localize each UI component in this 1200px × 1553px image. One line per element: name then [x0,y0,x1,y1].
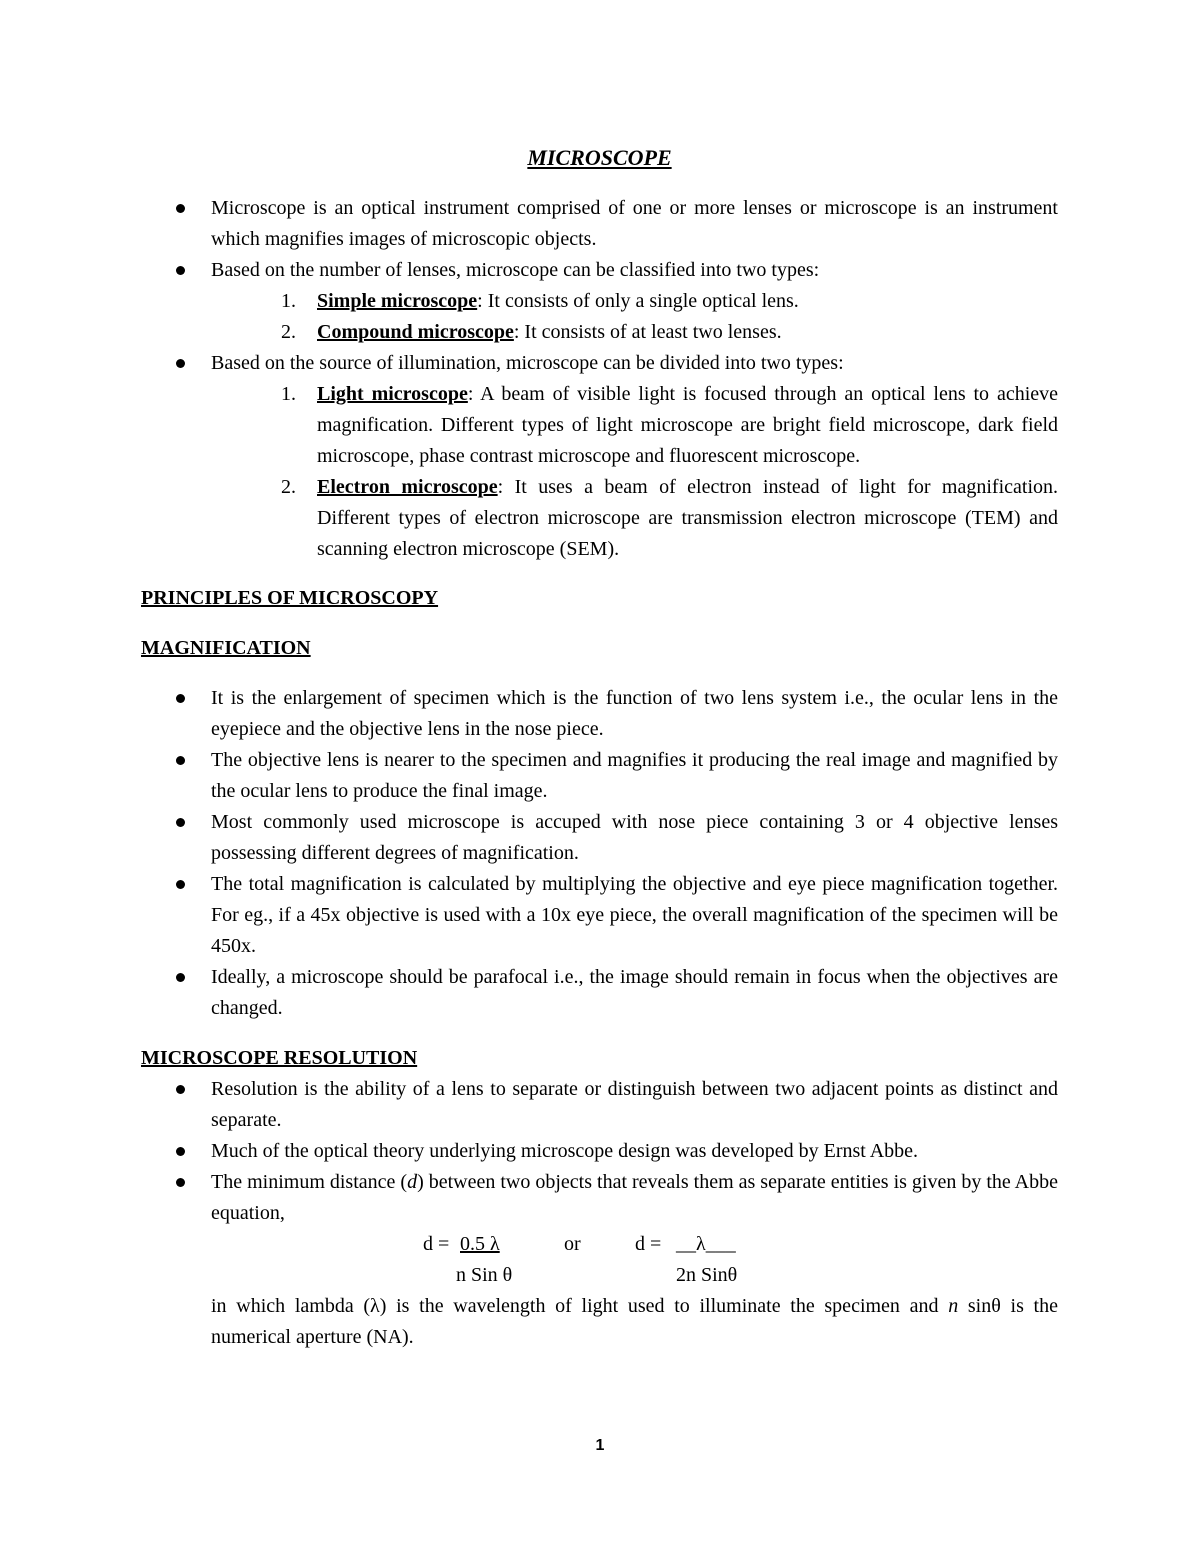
equation-denominator: 2n Sinθ [676,1264,738,1286]
term: Simple microscope [317,290,478,312]
item-number: 2. [281,476,296,498]
sub-list-item [211,379,1058,472]
item-number: 1. [281,383,296,405]
sub-list-item [211,317,1058,348]
sub-list-item [211,286,1058,317]
list-item: The objective lens is nearer to the specimen and magnifies it producing the real image and magnified by the ocular lens to produce the final image. [141,745,1058,807]
equation-numerator: 0.5 λ [460,1233,500,1255]
lens-types-list [211,286,1058,348]
equation-or: or [564,1233,581,1255]
list-item: It is the enlargement of specimen which is the function of two lens system i.e., the ocular lens in the eyepiece and the objective lens in the nose piece. [141,683,1058,745]
term-description: : It consists of only a single optical lens. [477,290,799,312]
item-number: 1. [281,290,296,312]
explanation-text: in which lambda (λ) is the wavelength of light used to illuminate the specimen and [211,1295,949,1317]
equation-denominator: n Sin θ [456,1264,513,1286]
section-heading-magnification: MAGNIFICATION [141,637,311,659]
page-number: 1 [595,1437,605,1454]
term-description: : It consists of at least two lenses. [513,321,782,343]
abbe-equation-numerators [141,1229,1058,1260]
list-item: Most commonly used microscope is accuped with nose piece containing 3 or 4 objective lenses possessing different degrees of magnification. [141,807,1058,869]
term: Light microscope [317,383,468,405]
variable-n: n [948,1295,959,1317]
term: Electron microscope [317,476,498,498]
list-item: Resolution is the ability of a lens to separate or distinguish between two adjacent points as distinct and separate. [141,1074,1058,1136]
list-item [141,1167,1058,1229]
list-item: Ideally, a microscope should be parafocal i.e., the image should remain in focus when the objectives are changed. [141,962,1058,1024]
explanation-text: sinθ is the numerical aperture (NA). [211,1295,1058,1348]
term-description: : A beam of visible light is focused through an optical lens to achieve magnification. Different types of light microscope are bright field microscope, dark field microscope, phase contrast microscope and fluorescent microscope. [317,383,1059,467]
list-item [141,255,1058,348]
equation-lhs: d = [635,1233,667,1255]
section-heading-principles: PRINCIPLES OF MICROSCOPY [141,587,439,609]
term: Compound microscope [317,321,514,343]
intro-list [141,193,1058,565]
list-item-text: ) between two objects that reveals them as separate entities is given by the Abbe equation, [211,1171,1058,1224]
list-item: Much of the optical theory underlying microscope design was developed by Ernst Abbe. [141,1136,1058,1167]
variable-d: d [407,1171,418,1193]
list-item: The total magnification is calculated by multiplying the objective and eye piece magnification together. For eg., if a 45x objective is used with a 10x eye piece, the overall magnification of the specimen will be 450x. [141,869,1058,962]
equation-numerator: __λ___ [676,1233,736,1255]
magnification-list [141,683,1058,1024]
resolution-list [141,1074,1058,1229]
list-item-text: Based on the source of illumination, microscope can be divided into two types: [211,352,844,374]
page-content [141,142,1058,1353]
list-item [141,348,1058,565]
equation-explanation [141,1291,1058,1353]
equation-lhs: d = [423,1233,455,1255]
list-item-text: Based on the number of lenses, microscope can be classified into two types: [211,259,820,281]
page-title: MICROSCOPE [527,145,672,170]
illumination-types-list [211,379,1058,565]
item-number: 2. [281,321,296,343]
list-item: Microscope is an optical instrument comprised of one or more lenses or microscope is an instrument which magnifies images of microscopic objects. [141,193,1058,255]
sub-list-item [211,472,1058,565]
section-heading-resolution: MICROSCOPE RESOLUTION [141,1047,418,1069]
list-item-text: The minimum distance ( [211,1171,408,1193]
abbe-equation-denominators [141,1260,1058,1291]
term-description: : It uses a beam of electron instead of light for magnification. Different types of electron microscope are transmission electron microscope (TEM) and scanning electron microscope (SEM). [317,476,1059,560]
